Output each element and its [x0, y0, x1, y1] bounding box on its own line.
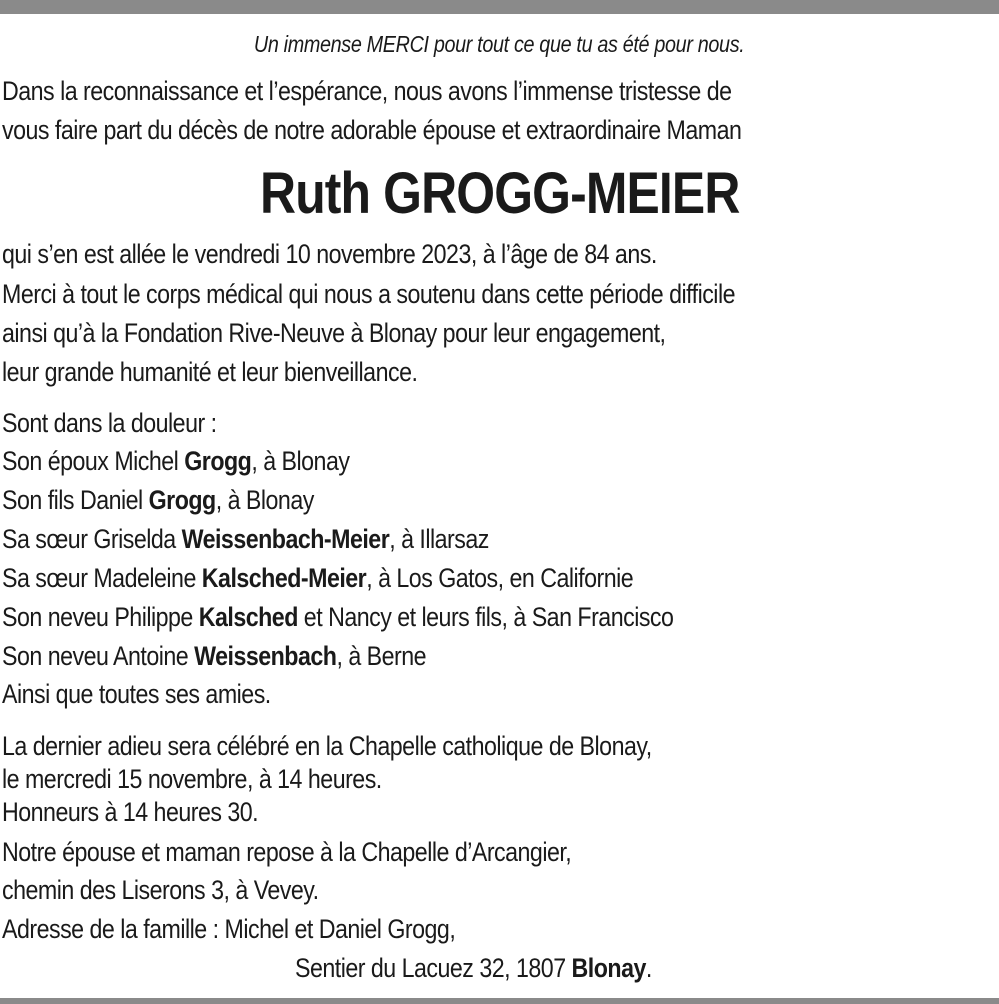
address-end: .	[645, 953, 652, 983]
thanks-line-3: leur grande humanité et leur bienveillance.	[2, 357, 418, 387]
mourner-place: , à Blonay	[215, 485, 314, 515]
family-address-line: Adresse de la famille : Michel et Daniel Grogg,	[2, 914, 456, 944]
deceased-name	[0, 162, 999, 226]
mourner-relation: Son neveu Philippe	[2, 602, 199, 632]
bottom-rule	[0, 998, 999, 1004]
tagline	[0, 27, 999, 61]
deceased-name-text: Ruth GROGG-MEIER	[259, 161, 740, 226]
mourners-intro: Sont dans la douleur :	[2, 408, 217, 438]
intro-line-1: Dans la reconnaissance et l’espérance, nous avons l’immense tristesse de	[2, 76, 732, 106]
mourner-surname: Grogg	[184, 446, 252, 476]
ceremony-line-3: Honneurs à 14 heures 30.	[2, 797, 259, 827]
address-street: Sentier du Lacuez 32, 1807	[295, 953, 572, 983]
mourner-surname: Weissenbach	[194, 641, 337, 671]
address-town: Blonay	[571, 953, 646, 983]
mourner-relation: Sa sœur Griselda	[2, 524, 182, 554]
mourner-place: , à Blonay	[251, 446, 350, 476]
mourner-line	[2, 600, 673, 634]
mourner-relation: Son époux Michel	[2, 446, 185, 476]
mourner-relation: Son fils Daniel	[2, 485, 149, 515]
ceremony-line-4: Notre épouse et maman repose à la Chapelle d’Arcangier,	[2, 837, 572, 867]
death-notice: qui s’en est allée le vendredi 10 novembre 2023, à l’âge de 84 ans.	[2, 239, 657, 269]
mourner-surname: Grogg	[148, 485, 216, 515]
mourner-surname: Kalsched-Meier	[201, 563, 367, 593]
thanks-line-1: Merci à tout le corps médical qui nous a soutenu dans cette période difficile	[2, 279, 736, 309]
mourner-line	[2, 639, 426, 673]
thanks-line-2: ainsi qu’à la Fondation Rive-Neuve à Blonay pour leur engagement,	[2, 318, 666, 348]
mourner-line	[2, 561, 633, 595]
mourners-outro: Ainsi que toutes ses amies.	[2, 679, 271, 709]
mourner-line	[2, 522, 489, 556]
tagline-text: Un immense MERCI pour tout ce que tu as été pour nous.	[254, 31, 745, 57]
ceremony-line-2: le mercredi 15 novembre, à 14 heures.	[2, 764, 382, 794]
mourner-surname: Weissenbach-Meier	[181, 524, 390, 554]
mourner-place: , à Illarsaz	[389, 524, 489, 554]
ceremony-line-5: chemin des Liserons 3, à Vevey.	[2, 875, 319, 905]
ceremony-line-1: La dernier adieu sera célébré en la Chapelle catholique de Blonay,	[2, 731, 652, 761]
family-address-street	[295, 951, 652, 985]
intro-line-2: vous faire part du décès de notre adorable épouse et extraordinaire Maman	[2, 115, 742, 145]
mourner-line	[2, 444, 349, 478]
mourner-relation: Sa sœur Madeleine	[2, 563, 202, 593]
mourner-place: et Nancy et leurs fils, à San Francisco	[297, 602, 674, 632]
mourner-place: , à Los Gatos, en Californie	[366, 563, 634, 593]
mourner-relation: Son neveu Antoine	[2, 641, 195, 671]
top-rule	[0, 0, 999, 14]
mourner-line	[2, 483, 314, 517]
mourner-surname: Kalsched	[198, 602, 298, 632]
mourner-place: , à Berne	[336, 641, 427, 671]
